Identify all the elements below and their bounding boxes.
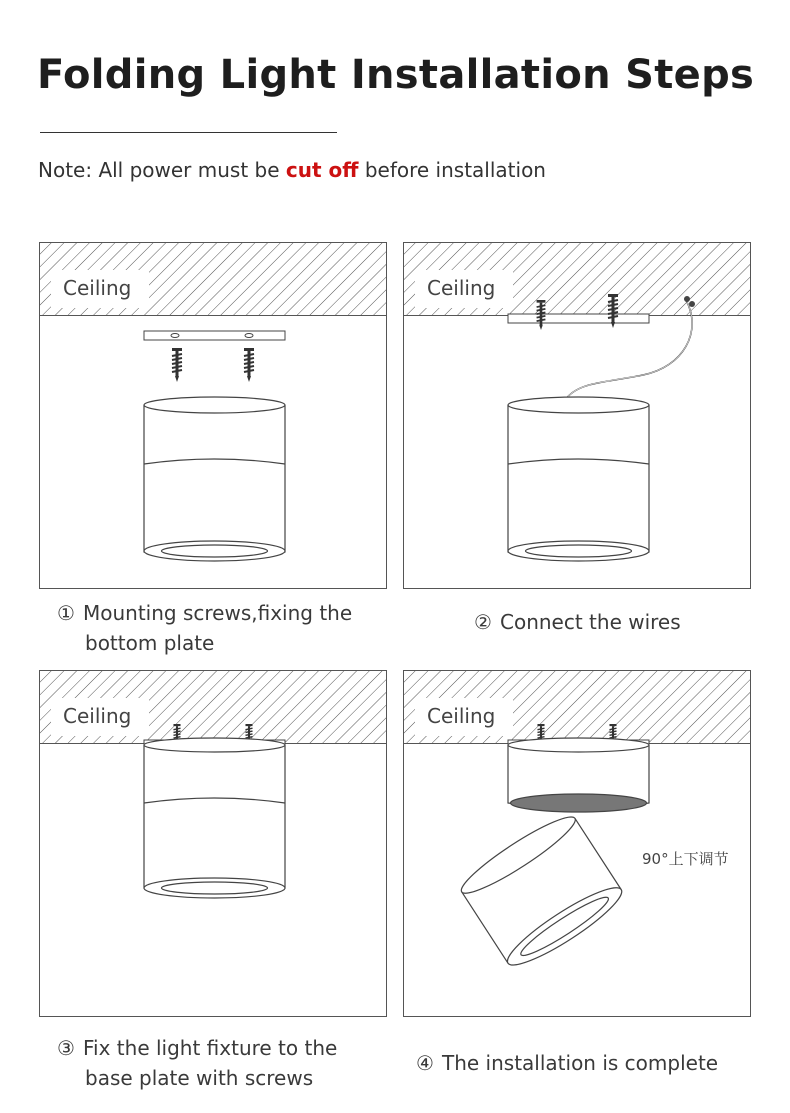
ceiling-label: Ceiling	[63, 276, 132, 300]
step-number: ①	[57, 601, 75, 625]
step1-caption	[57, 598, 352, 658]
step-text: Fix the light fixture to the	[83, 1036, 338, 1060]
note-prefix: Note: All power must be	[38, 158, 286, 182]
step-number: ②	[474, 610, 492, 634]
mounting-plate	[508, 314, 649, 323]
rotation-note: 90°上下调节	[642, 850, 729, 868]
step-number: ③	[57, 1036, 75, 1060]
lamp-body	[144, 397, 285, 561]
step1-illustration	[39, 242, 387, 589]
step-number: ④	[416, 1051, 434, 1075]
step2-illustration	[403, 242, 751, 589]
note-warning: cut off	[285, 158, 359, 182]
step3-caption	[57, 1033, 337, 1093]
step-text: Connect the wires	[500, 610, 681, 634]
step3-illustration	[39, 670, 387, 1017]
lamp-base	[508, 738, 649, 812]
page-title: Folding Light Installation Steps	[37, 52, 755, 98]
lamp-body	[508, 397, 649, 561]
step-text: The installation is complete	[442, 1051, 719, 1075]
ceiling-label: Ceiling	[427, 276, 496, 300]
step-text-line2: base plate with screws	[85, 1066, 314, 1090]
safety-note	[38, 158, 546, 182]
step2-caption	[474, 607, 681, 637]
ceiling-label: Ceiling	[427, 704, 496, 728]
step-text: Mounting screws,fixing the	[83, 601, 353, 625]
step4-caption	[416, 1048, 718, 1078]
title-divider	[40, 132, 337, 133]
ceiling-label: Ceiling	[63, 704, 132, 728]
mounting-plate	[144, 331, 285, 340]
step4-illustration	[403, 670, 751, 1017]
lamp-body	[144, 738, 285, 898]
note-suffix: before installation	[358, 158, 546, 182]
step-text-line2: bottom plate	[85, 631, 215, 655]
